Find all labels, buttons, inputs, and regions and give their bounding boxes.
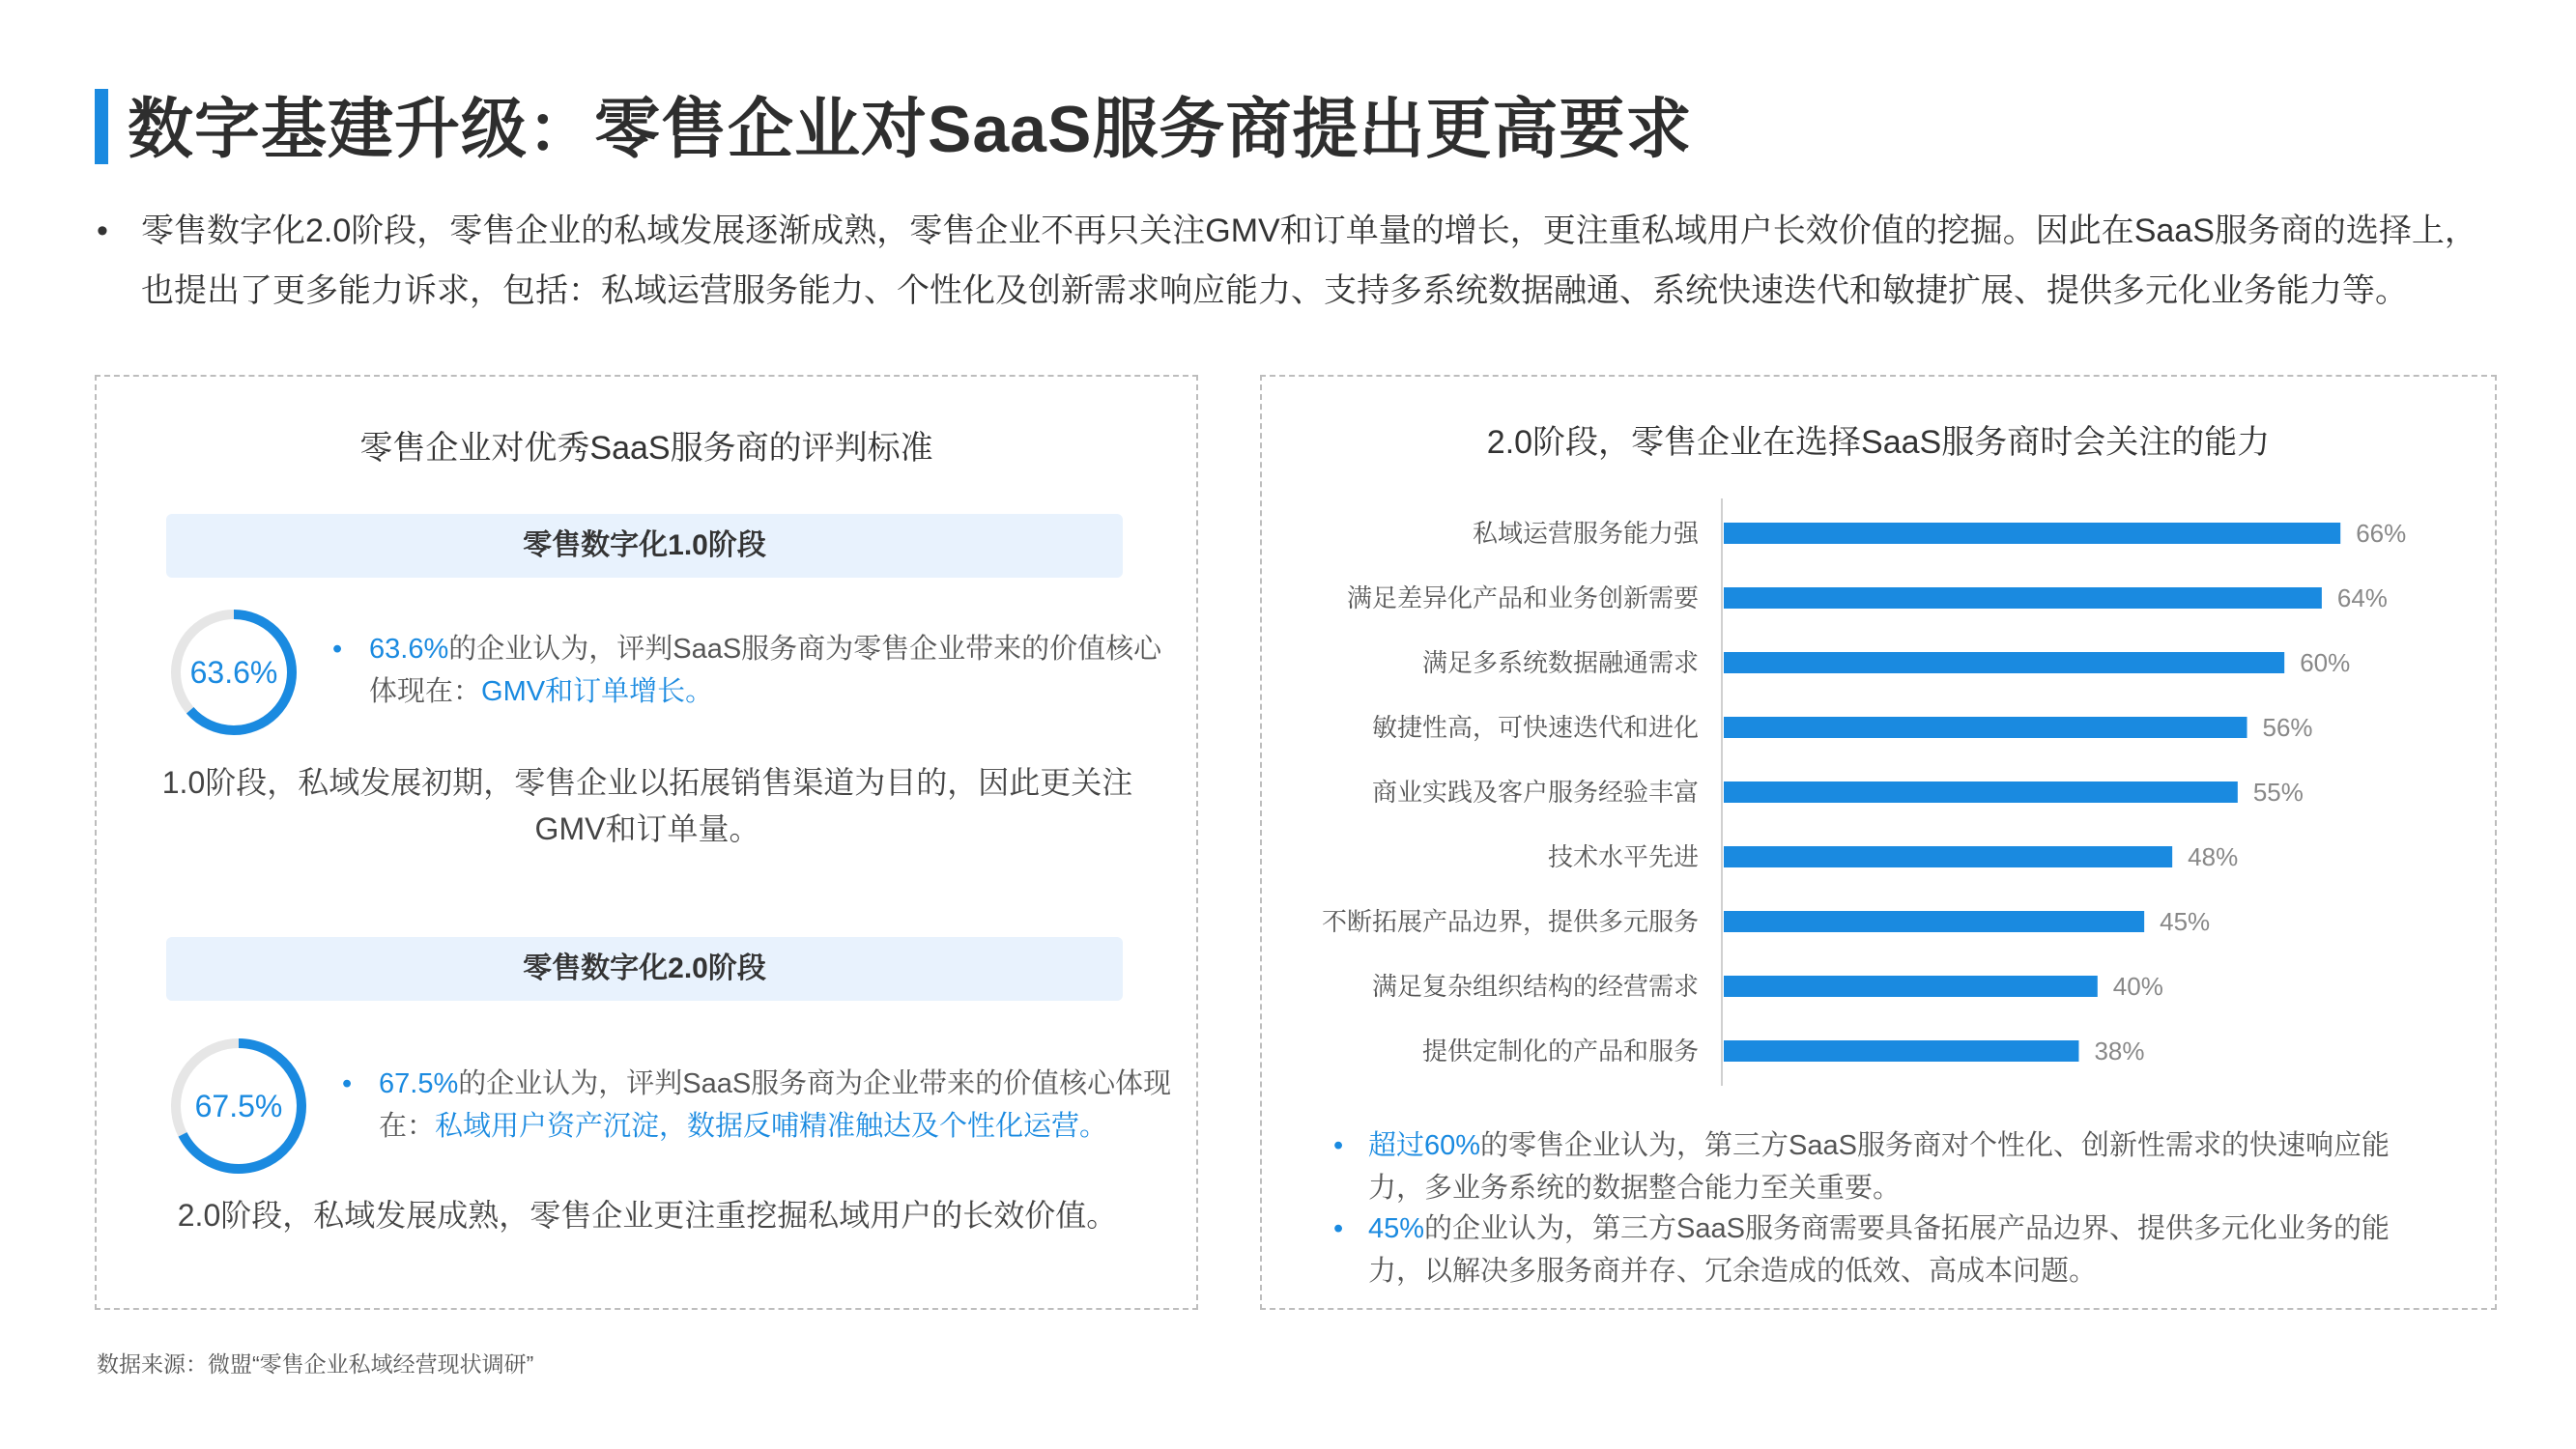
stage2-ring-chart	[166, 1034, 311, 1179]
stage1-header: 零售数字化1.0阶段	[166, 514, 1123, 578]
left-panel	[95, 375, 1198, 1310]
bar-category-label: 私域运营服务能力强	[1472, 519, 1699, 548]
bar-category-label: 不断拓展产品边界，提供多元服务	[1321, 907, 1699, 936]
bar-value-label: 64%	[2336, 583, 2388, 612]
bar-category-label: 满足多系统数据融通需求	[1421, 648, 1699, 677]
right-note-1-text: 的零售企业认为，第三方SaaS服务商对个性化、创新性需求的快速响应能力，多业务系统的数据整合能力至关重要。	[1368, 1130, 2390, 1204]
stage1-description: 1.0阶段，私域发展初期，零售企业以拓展销售渠道为目的，因此更关注GMV和订单量。	[161, 765, 1133, 846]
bar-value-label: 66%	[2356, 519, 2407, 548]
bar-value-label: 60%	[2300, 648, 2351, 677]
bar-value-label: 45%	[2160, 907, 2211, 936]
bar	[1724, 911, 2144, 932]
page-title: 数字基建升级：零售企业对SaaS服务商提出更高要求	[128, 93, 1693, 166]
stage2-description: 2.0阶段，私域发展成熟，零售企业更注重挖掘私域用户的长效价值。	[177, 1198, 1118, 1233]
stage2-header: 零售数字化2.0阶段	[166, 937, 1123, 1001]
bar-category-label: 提供定制化的产品和服务	[1421, 1037, 1699, 1065]
stage1-bullet-pct: 63.6%	[369, 634, 449, 665]
bar-category-label: 满足差异化产品和业务创新需要	[1346, 583, 1699, 612]
bar	[1724, 652, 2284, 673]
right-panel	[1260, 375, 2497, 1310]
bar-category-label: 技术水平先进	[1547, 842, 1699, 871]
bar-value-label: 38%	[2094, 1037, 2145, 1065]
bar-value-label: 40%	[2112, 972, 2163, 1001]
stage2-bullet-highlight: 私域用户资产沉淀，数据反哺精准触达及个性化运营。	[435, 1111, 1108, 1142]
stage1-ring-chart	[166, 605, 301, 740]
chart-title: 2.0阶段，零售企业在选择SaaS服务商时会关注的能力	[1486, 424, 2271, 461]
intro-text: 零售数字化2.0阶段，零售企业的私域发展逐渐成熟，零售企业不再只关注GMV和订单量的增长，更注重私域用户长效价值的挖掘。因此在SaaS服务商的选择上，也提出了更多能力诉求，包括：私域运营服务能力、个性化及创新需求响应能力、支持多系统数据融通、系统快速迭代和敏捷扩展、提供多元化业务能力等。	[141, 213, 2477, 309]
left-panel-title: 零售企业对优秀SaaS服务商的评判标准	[359, 430, 933, 467]
stage2-bullet-dot: •	[342, 1068, 353, 1099]
right-note-2	[1333, 1208, 2445, 1293]
stage2-bullet-text: 的企业认为，评判SaaS服务商为企业带来的价值核心体现在：	[379, 1068, 1172, 1142]
bar-value-label: 56%	[2262, 713, 2313, 742]
stage2-bullet-pct: 67.5%	[379, 1068, 459, 1099]
right-note-1-dot: •	[1333, 1130, 1344, 1161]
bar	[1724, 523, 2340, 544]
stage1-bullet-text: 的企业认为，评判SaaS服务商为零售企业带来的价值核心体现在：	[369, 634, 1162, 707]
right-note-1-highlight: 超过60%	[1368, 1130, 1481, 1161]
bar-value-label: 48%	[2188, 842, 2239, 871]
bar	[1724, 717, 2247, 738]
bar	[1724, 587, 2322, 609]
title-accent-bar	[95, 89, 108, 164]
bar	[1724, 1040, 2078, 1062]
bar-category-label: 敏捷性高，可快速迭代和进化	[1371, 713, 1699, 742]
stage2-ring-label: 67.5%	[194, 1089, 283, 1123]
bullet-dot: •	[97, 213, 108, 249]
bar-category-label: 满足复杂组织结构的经营需求	[1371, 972, 1699, 1001]
bar-chart	[1262, 377, 2495, 1111]
bar	[1724, 976, 2098, 997]
bar	[1724, 781, 2238, 803]
data-source: 数据来源：微盟“零售企业私域经营现状调研”	[97, 1351, 534, 1377]
intro-paragraph	[97, 201, 2493, 321]
stage1-ring-label: 63.6%	[189, 655, 278, 690]
stage1-bullet	[332, 628, 1163, 713]
stage1-bullet-highlight: GMV和订单增长。	[481, 676, 714, 707]
stage2-bullet	[342, 1063, 1173, 1148]
right-note-2-highlight: 45%	[1368, 1213, 1425, 1244]
right-note-2-text: 的企业认为，第三方SaaS服务商需要具备拓展产品边界、提供多元化业务的能力，以解决多服务商并存、冗余造成的低效、高成本问题。	[1368, 1213, 2390, 1287]
right-note-1	[1333, 1124, 2445, 1209]
stage1-bullet-dot: •	[332, 634, 343, 665]
right-note-2-dot: •	[1333, 1213, 1344, 1244]
bar-category-label: 商业实践及客户服务经验丰富	[1371, 778, 1699, 807]
bar-value-label: 55%	[2252, 778, 2304, 807]
bar	[1724, 846, 2172, 867]
